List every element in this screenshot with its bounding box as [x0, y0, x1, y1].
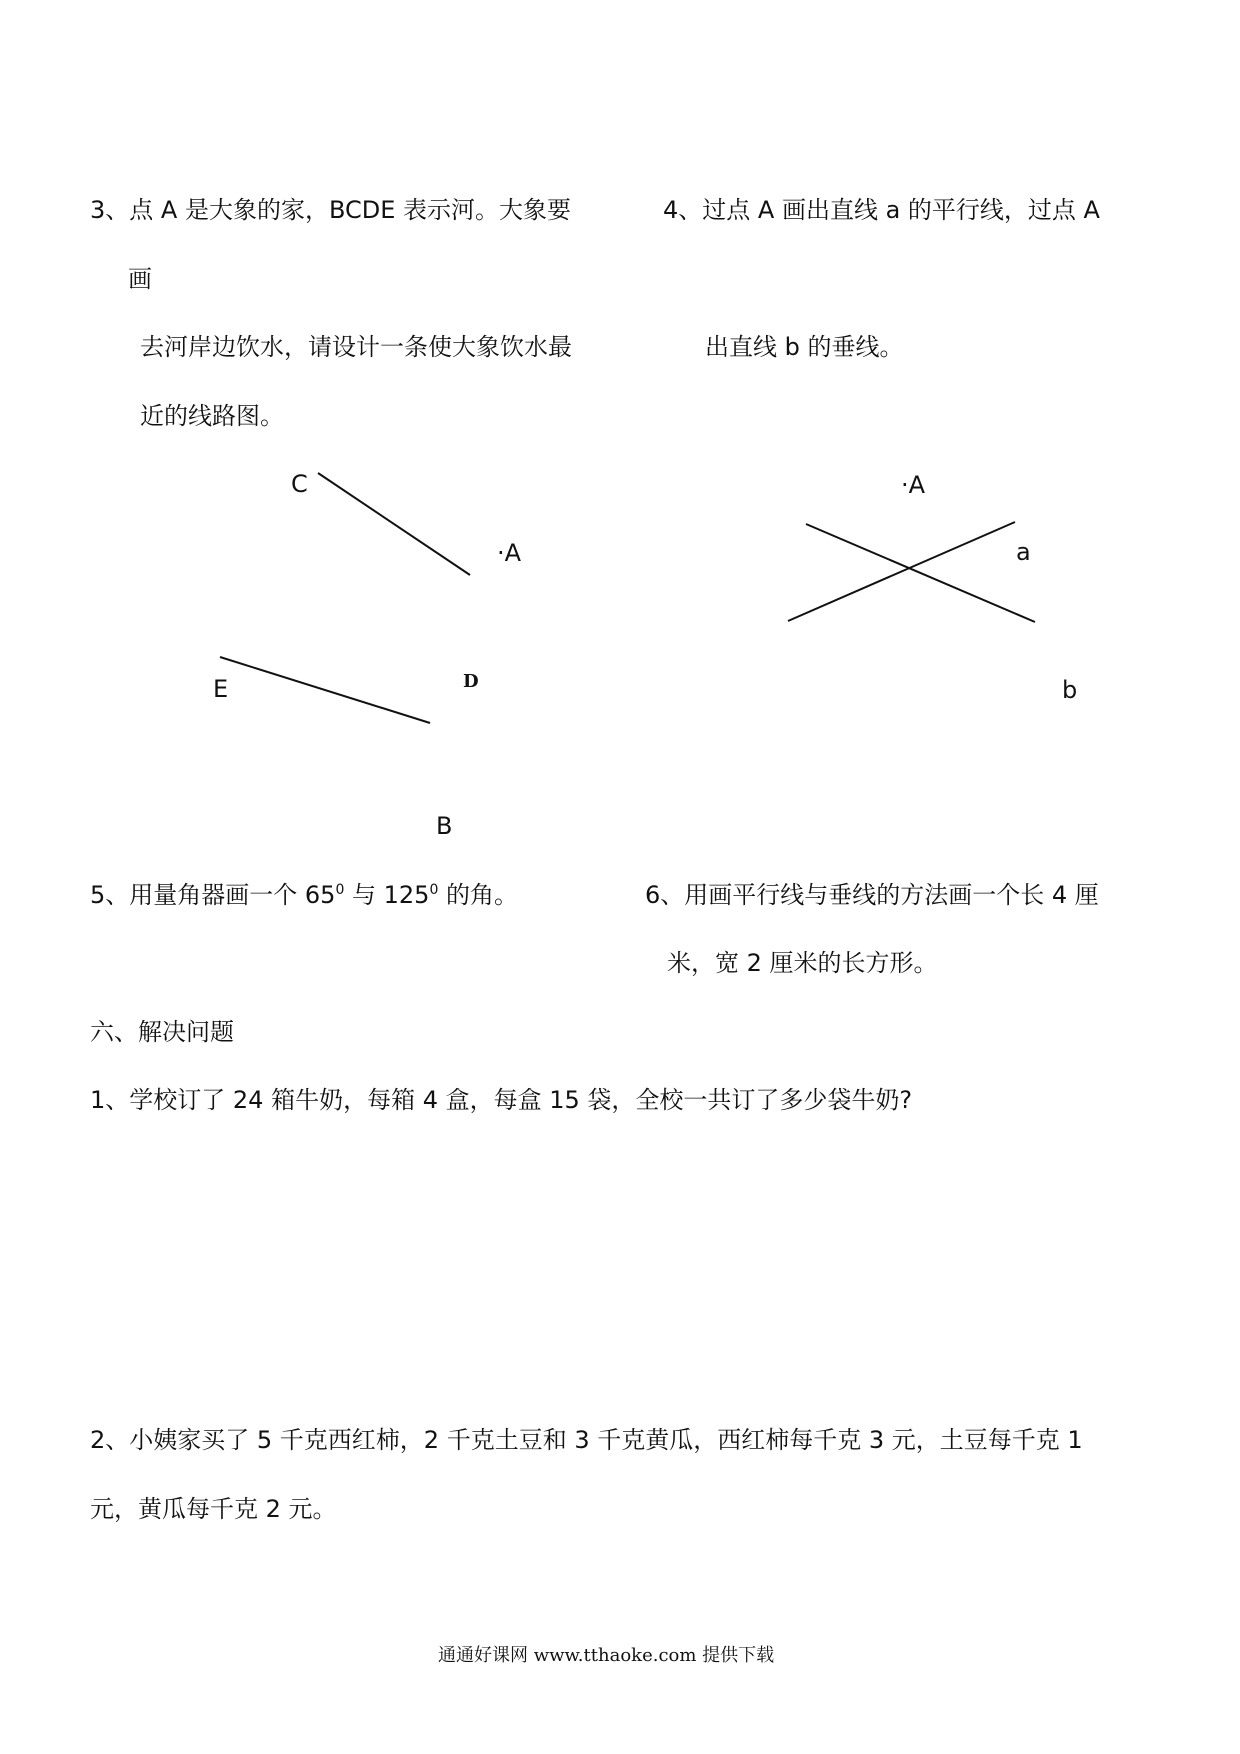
q6-line-1: 6、用画平行线与垂线的方法画一个长 4 厘	[645, 881, 1099, 909]
label-b: B	[436, 812, 453, 840]
line-b	[806, 524, 1035, 622]
q4-line-1: 4、过点 A 画出直线 a 的平行线，过点 A	[663, 196, 1100, 224]
label-line-b: b	[1062, 676, 1078, 704]
q4-line-2: 出直线 b 的垂线。	[705, 333, 904, 361]
q3-line-2: 画	[128, 265, 152, 293]
problem-1: 1、学校订了 24 箱牛奶，每箱 4 盒，每盒 15 袋，全校一共订了多少袋牛奶?	[90, 1086, 913, 1114]
q5-text: 5、用量角器画一个 $65^0$ 与 $125^0$ 的角。	[90, 881, 518, 909]
problem-2-line-2: 元，黄瓜每千克 2 元。	[90, 1495, 337, 1523]
label-q4-point-a: ·A	[901, 471, 926, 499]
label-c: C	[291, 470, 308, 498]
page-footer: 通通好课网 www.tthaoke.com 提供下载	[438, 1645, 775, 1666]
river-segment-cd	[318, 473, 470, 575]
label-d: D	[463, 671, 479, 692]
label-point-a: ·A	[497, 539, 522, 567]
q6-line-2: 米，宽 2 厘米的长方形。	[667, 949, 938, 977]
section-heading: 六、解决问题	[90, 1018, 234, 1046]
q3-line-3: 去河岸边饮水，请设计一条使大象饮水最	[140, 333, 572, 361]
q3-line-4: 近的线路图。	[140, 402, 284, 430]
label-e: E	[213, 675, 229, 703]
label-line-a: a	[1016, 538, 1031, 566]
river-segment-eb	[220, 657, 430, 723]
problem-2-line-1: 2、小姨家买了 5 千克西红柿，2 千克土豆和 3 千克黄瓜，西红柿每千克 3 元，土豆每千克 1	[90, 1426, 1083, 1454]
q3-line-1: 3、点 A 是大象的家，BCDE 表示河。大象要	[90, 196, 572, 224]
line-a	[788, 522, 1015, 621]
